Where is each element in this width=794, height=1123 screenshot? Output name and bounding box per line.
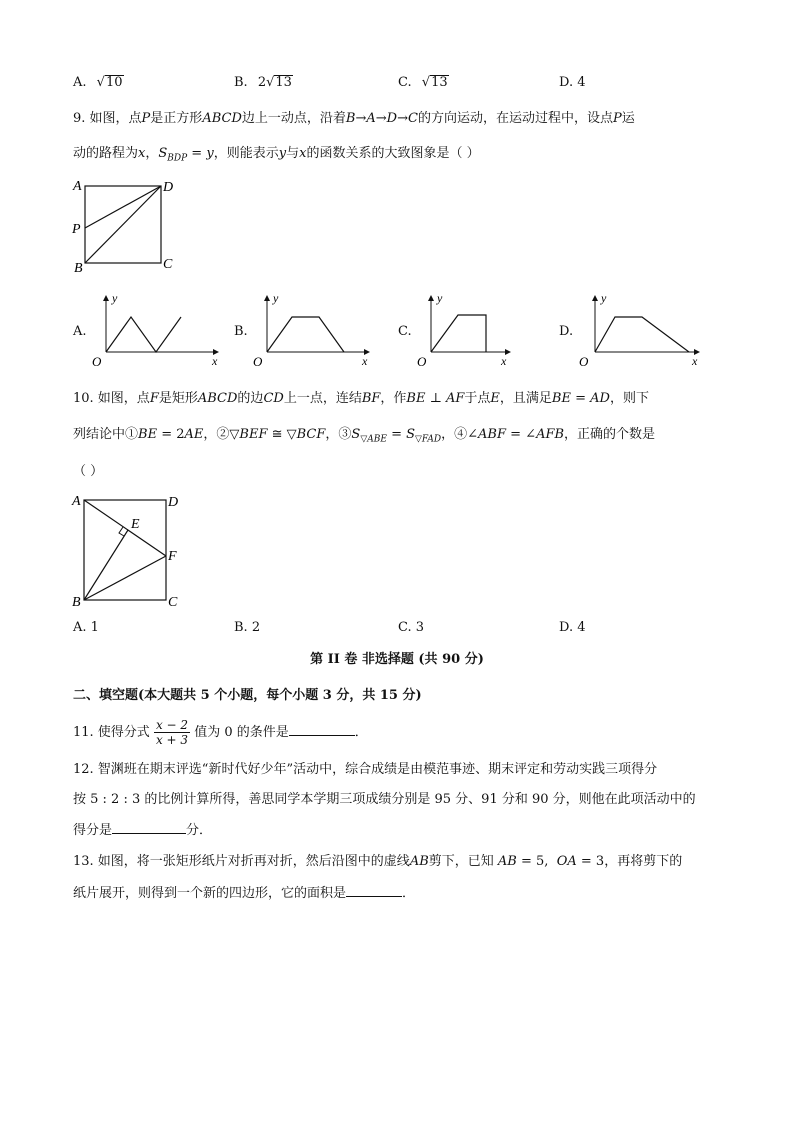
q10-line-1: 10. 如图，点F是矩形ABCD的边CD上一点，连结BF，作BE ⊥ AF于点E，且满足BE = AD，则下 (73, 391, 649, 406)
svg-text:O: O (579, 354, 589, 369)
label-d: D (163, 180, 174, 195)
svg-text:D: D (168, 495, 179, 510)
svg-text:C: C (168, 595, 178, 610)
svg-text:A: A (72, 494, 81, 509)
label-c: C (163, 257, 173, 272)
q9-option-a-label[interactable]: A. (73, 324, 87, 339)
q13-answer-blank[interactable] (346, 896, 402, 897)
q12-line-2: 按 5 : 2 : 3 的比例计算所得，善思同学本学期三项成绩分别是 95 分、91 分和 90 分，则他在此项活动中的 (73, 792, 696, 807)
label-a: A (73, 179, 82, 194)
q12-answer-blank[interactable] (112, 833, 186, 834)
q9-option-d-label[interactable]: D. (559, 324, 574, 339)
q10-option-a[interactable]: A. 1 (73, 620, 99, 635)
q8-option-b[interactable]: B. 2√13 (234, 75, 292, 90)
svg-text:x: x (362, 354, 368, 368)
svg-text:O: O (417, 354, 427, 369)
q12-line-1: 12. 智渊班在期末评选“新时代好少年”活动中，综合成绩是由模范事迹、期末评定和劳动实践三项得分 (73, 762, 658, 777)
q10-paren: （ ） (73, 464, 104, 479)
svg-text:x: x (501, 354, 507, 368)
svg-text:O: O (253, 354, 263, 369)
part2-heading: 第 II 卷 非选择题 (共 90 分) (310, 652, 484, 667)
q8-option-c[interactable]: C. √13 (398, 75, 448, 90)
svg-text:x: x (692, 354, 698, 368)
svg-text:E: E (131, 517, 140, 532)
svg-text:y: y (437, 291, 443, 305)
q9-graph-a[interactable] (88, 290, 228, 370)
q10-rect-figure (68, 488, 188, 613)
svg-text:O: O (92, 354, 102, 369)
q9-graph-d[interactable] (577, 290, 707, 370)
section-fill-in: 二、填空题(本大题共 5 个小题，每个小题 3 分，共 15 分) (73, 688, 422, 703)
q10-option-d[interactable]: D. 4 (559, 620, 586, 635)
label-b: B (74, 261, 83, 276)
q12-line-3: 得分是 分． (73, 823, 213, 838)
q10-line-2: 列结论中①BE = 2AE，②▽BEF ≅ ▽BCF，$③S_{▽ABE} = S_{▽FAD}$，④∠ABF = ∠AFB，正确的个数是 (73, 427, 656, 445)
q9-square-figure (68, 176, 180, 276)
q11-fraction: $\frac{x - 2}{x + 3}$ (155, 718, 189, 747)
svg-text:y: y (112, 291, 118, 305)
q8-option-a[interactable]: A. √10 (73, 75, 123, 90)
q9-graph-b[interactable] (249, 290, 379, 370)
q8-option-d[interactable]: D. 4 (559, 75, 586, 90)
svg-text:B: B (72, 595, 81, 610)
q9-option-b-label[interactable]: B. (234, 324, 248, 339)
svg-text:y: y (601, 291, 607, 305)
q11: 11. 使得分式 $\frac{x - 2}{x + 3}$ 值为 0 的条件是 ． (73, 718, 368, 747)
q10-option-b[interactable]: B. 2 (234, 620, 261, 635)
q13-line-1: 13. 如图，将一张矩形纸片对折再对折，然后沿图中的虚线AB剪下，已知 AB = 5, OA = 3，再将剪下的 (73, 854, 683, 869)
q9-line-2: 动的路程为x，$S_{BDP} = y$，则能表示y与x的函数关系的大致图象是（ ） (73, 146, 480, 164)
label-p: P (72, 222, 81, 237)
svg-text:x: x (212, 354, 218, 368)
q10-option-c[interactable]: C. 3 (398, 620, 425, 635)
q9-graph-c[interactable] (413, 290, 518, 370)
svg-text:y: y (273, 291, 279, 305)
q11-answer-blank[interactable] (289, 735, 355, 736)
q13-line-2: 纸片展开，则得到一个新的四边形，它的面积是 ． (73, 886, 416, 901)
svg-text:F: F (168, 549, 177, 564)
q9-line-1: 9. 如图，点P是正方形ABCD边上一动点，沿着B→A→D→C的方向运动，在运动过程中，设点P运 (73, 111, 635, 126)
q9-option-c-label[interactable]: C. (398, 324, 412, 339)
